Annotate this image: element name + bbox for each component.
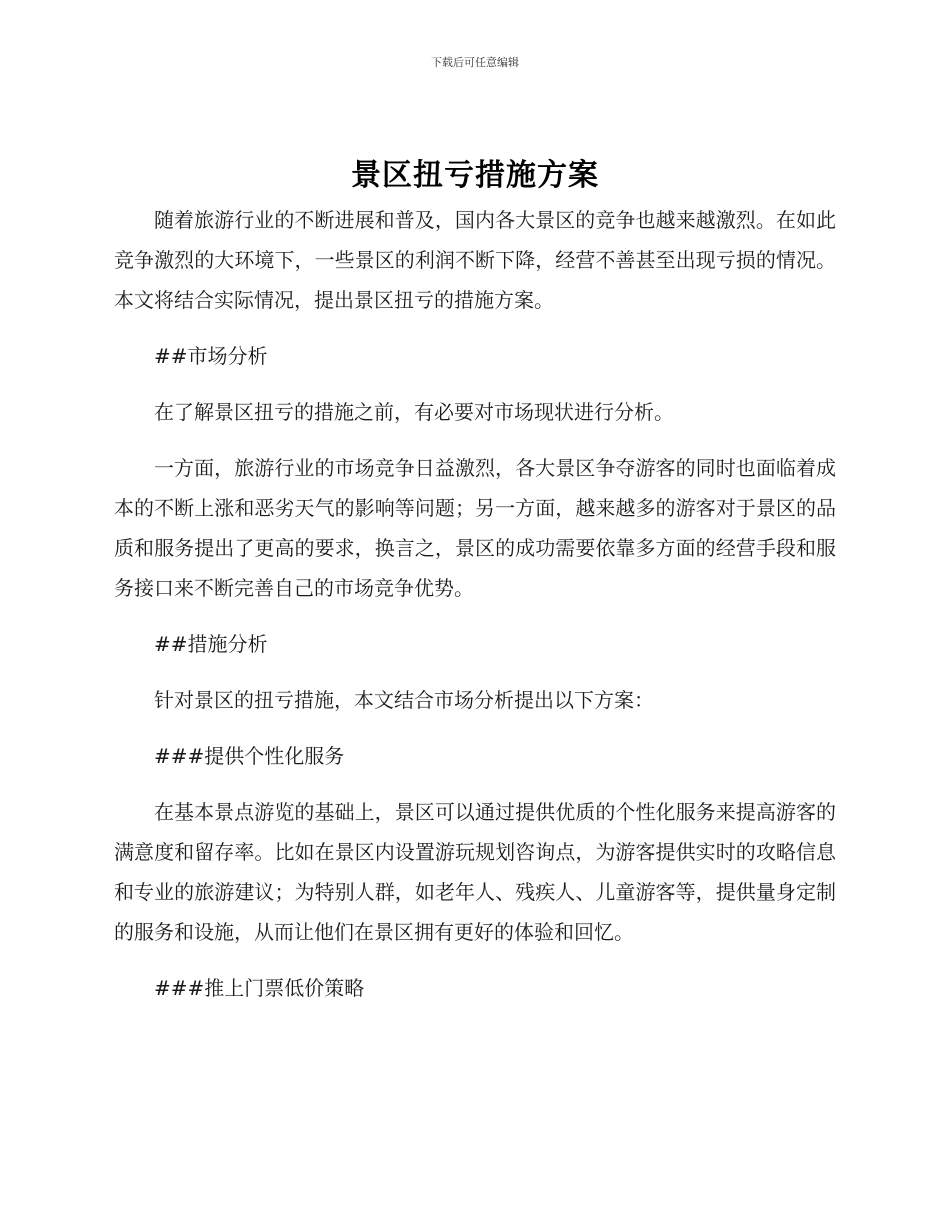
paragraph-intro: 随着旅游行业的不断进展和普及，国内各大景区的竞争也越来越激烈。在如此竞争激烈的大环境下，一些景区的利润不断下降，经营不善甚至出现亏损的情况。本文将结合实际情况，提出景区扭亏的措施方案。 <box>114 208 836 312</box>
paragraph-measures-lead: 针对景区的扭亏措施，本文结合市场分析提出以下方案： <box>154 688 654 712</box>
paragraph-personalized-service: 在基本景点游览的基础上，景区可以通过提供优质的个性化服务来提高游客的满意度和留存率。比如在景区内设置游玩规划咨询点，为游客提供实时的攻略信息和专业的旅游建议；为特别人群，如老年人、残疾人、儿童游客等，提供量身定制的服务和设施，从而让他们在景区拥有更好的体验和回忆。 <box>114 800 836 944</box>
document-body <box>114 200 836 1024</box>
paragraph-market-detail: 一方面，旅游行业的市场竞争日益激烈，各大景区争夺游客的同时也面临着成本的不断上涨和恶劣天气的影响等问题；另一方面，越来越多的游客对于景区的品质和服务提出了更高的要求，换言之，景区的成功需要依靠多方面的经营手段和服务接口来不断完善自己的市场竞争优势。 <box>114 456 836 600</box>
document-title: 景区扭亏措施方案 <box>351 158 599 193</box>
section-heading-market-analysis: ##市场分析 <box>154 344 268 368</box>
section-heading-measures: ##措施分析 <box>154 632 268 656</box>
header-note: 下载后可任意编辑 <box>431 56 519 69</box>
subsection-heading-ticket-pricing: ###推上门票低价策略 <box>154 976 365 1000</box>
subsection-heading-personalized-service: ###提供个性化服务 <box>154 744 345 768</box>
paragraph-market-lead: 在了解景区扭亏的措施之前，有必要对市场现状进行分析。 <box>154 400 674 424</box>
